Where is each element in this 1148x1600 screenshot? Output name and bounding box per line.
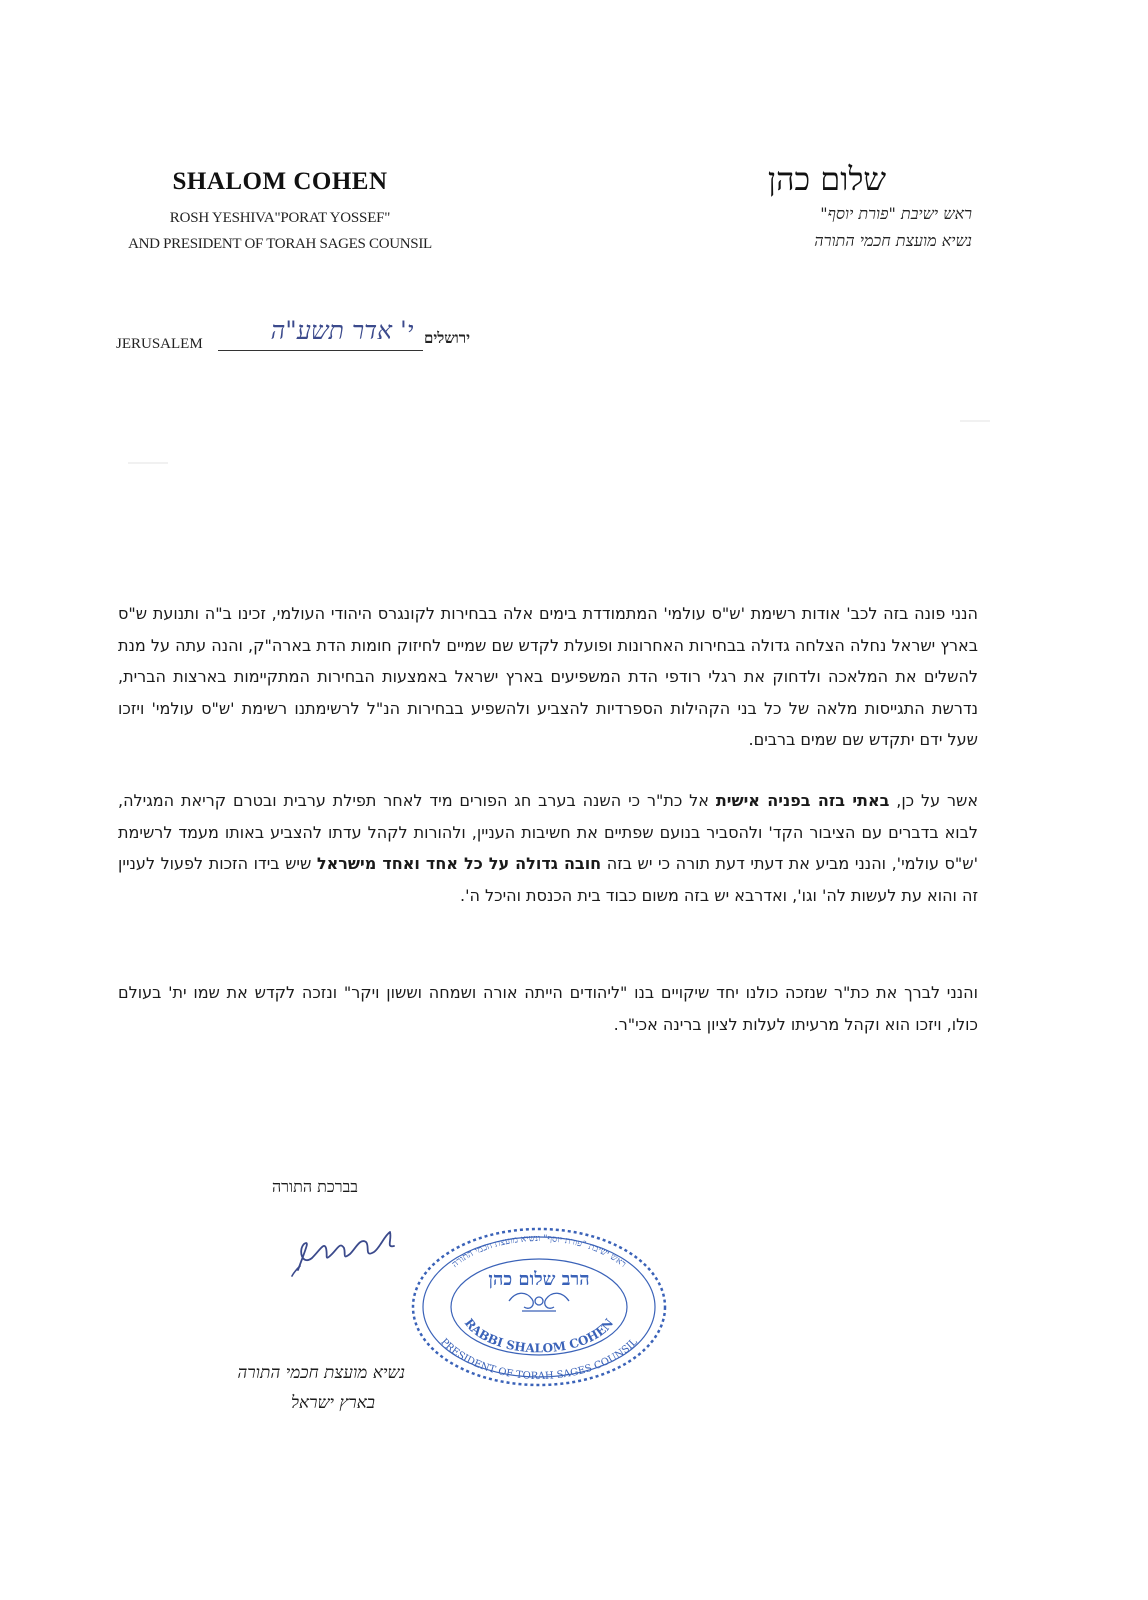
stamp-arc-english-bottom: PRESIDENT OF TORAH SAGES COUNSIL [438, 1336, 640, 1383]
body-paragraph-3: והנני לברך את כת"ר שנזכה כולנו יחד שיקויים בנו "ליהודים הייתה אורה ושמחה וששון ויקר" ונזכה לקדש את שמו ית' בעולם כולו, ויזכו הוא וקהל מרעיתו לעלות לציון ברינה אכי"ר. [118, 983, 978, 1034]
closing-blessing: בברכת התורה [271, 1177, 358, 1196]
paragraph-2-text: אשר על כן, [889, 791, 979, 810]
paragraph-2-emphasis-obligation: חובה גדולה על כל אחד ואחד מישראל [316, 854, 602, 873]
paragraph-2-text: אל כת"ר כי השנה בערב חג הפורים מיד לאחר תפילת ערבית ובטרם קריאת המגילה, לבוא בדברים עם הציבור הקד' ולהסביר בנועם שפתיים את חשיבות העניין, ולהורות לקהל עדתו להצביע באותו מעמד לרשימת 'ש"ס עולמי', והנני מביע את דעתי דעת תורה כי יש בזה [118, 791, 979, 873]
scan-smudge [960, 420, 990, 422]
body-paragraph-2 [118, 785, 978, 911]
paragraph-2-text: שיש בידו הזכות לפעול לעניין זה והוא עת לעשות לה' וגו', ואדרבא יש בזה משום כבוד בית הכנסת והיכל ה'. [118, 854, 978, 905]
handwritten-signature [280, 1218, 410, 1288]
letterhead-name-english: SHALOM COHEN [172, 168, 388, 195]
dateline-city-hebrew: ירושלים [424, 329, 471, 347]
signatory-title: נשיא מועצת חכמי התורה [237, 1363, 405, 1383]
letterhead-title-hebrew: ראש ישיבת "פורת יוסף" [820, 204, 972, 223]
scan-smudge [128, 462, 168, 464]
signatory-location: בארץ ישראל [290, 1393, 375, 1413]
paragraph-2-emphasis-personal-appeal: באתי בזה בפניה אישית [715, 791, 890, 810]
stamp-ornament [509, 1293, 569, 1311]
letterhead-subtitle-english: AND PRESIDENT OF TORAH SAGES COUNSIL [128, 236, 432, 252]
dateline-underline [218, 350, 423, 351]
dateline-city-english: JERUSALEM [116, 336, 203, 352]
body-paragraph-1: הנני פונה בזה לכב' אודות רשימת 'ש"ס עולמי' המתמודדת בימים אלה בבחירות לקונגרס היהודי העולמי, זכינו ב"ה ותנועת ש"ס בארץ ישראל נחלה הצלחה גדולה בבחירות האחרונות ופועלת לקדש שם שמיים לחיזוק חומות הדת בארה"ק, והנה עתה על מנת להשלים את המלאכה ולדחוק את רגלי רודפי הדת המשפיעים בארץ ישראל באמצעות הבחירות המתקיימות בארצות הברית, נדרשת התגייסות מלאה של כל בני הקהילות הספרדיות להצביע ולהשפיע בבחירות הנ"ל לרשימתנו רשימת 'ש"ס עולמי' ויזכו שעל ידם יתקדש שם שמים ברבים. [118, 604, 978, 749]
letterhead-subtitle-hebrew: נשיא מועצת חכמי התורה [814, 231, 972, 250]
rabbinical-stamp [404, 1225, 674, 1390]
letterhead-name-hebrew: שלום כהן [767, 160, 887, 198]
stamp-center-name: הרב שלום כהן [488, 1269, 590, 1290]
stamp-arc-english-name: RABBI SHALOM COHEN [461, 1315, 617, 1356]
stamp-arc-hebrew: ראש ישיבת "פורת יוסף" ונשיא מועצת חכמי התורה [450, 1233, 628, 1270]
dateline-handwritten-date: י' אדר תשע"ה [270, 316, 414, 345]
letterhead-title-english: ROSH YESHIVA"PORAT YOSSEF" [169, 210, 391, 226]
